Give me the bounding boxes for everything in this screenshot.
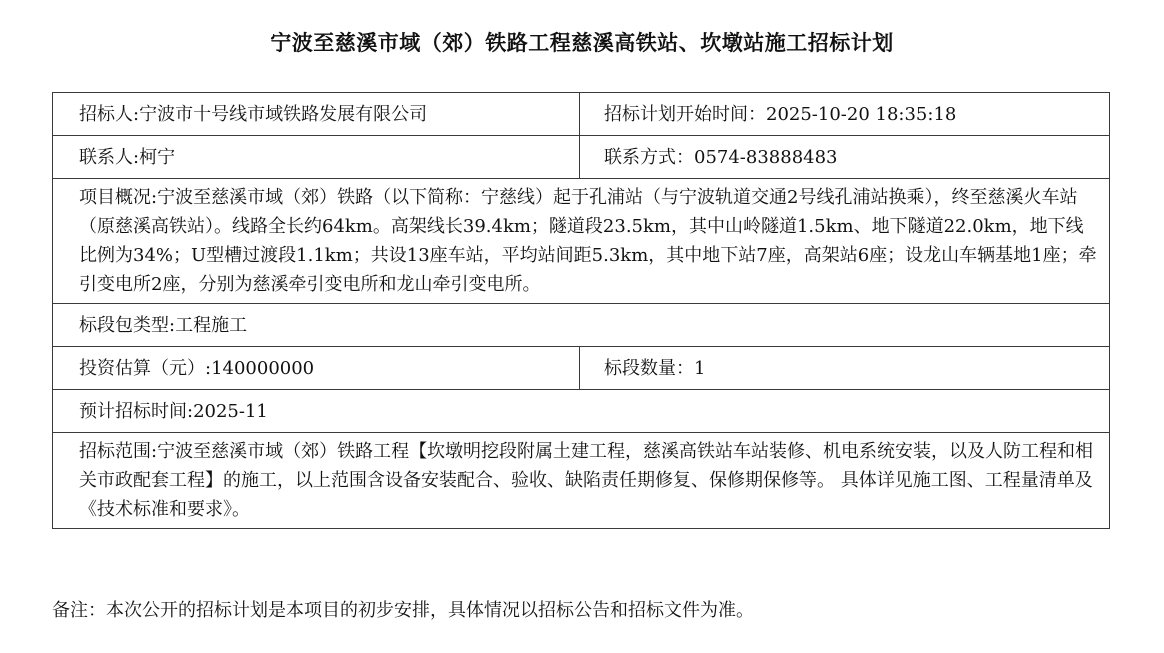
table-row: [53, 136, 1110, 179]
package-type-cell: 标段包类型:工程施工: [53, 304, 1110, 347]
table-row: [53, 179, 1110, 304]
table-row: [53, 304, 1110, 347]
contact-person-cell: 联系人:柯宁: [53, 136, 580, 179]
tender-scope-cell: 招标范围:宁波至慈溪市域（郊）铁路工程【坎墩明挖段附属土建工程，慈溪高铁站车站装修、机电系统安装，以及人防工程和相关市政配套工程】的施工，以上范围含设备安装配合、验收、缺陷责任期修复、保修期保修等。 具体详见施工图、工程量清单及《技术标准和要求》。: [53, 433, 1110, 529]
investment-cell: 投资估算（元）:140000000: [53, 347, 580, 390]
table-row: [53, 390, 1110, 433]
table-row: [53, 433, 1110, 529]
table-row: [53, 347, 1110, 390]
start-time-cell: 招标计划开始时间：2025-10-20 18:35:18: [580, 93, 1110, 136]
contact-phone-cell: 联系方式：0574-83888483: [580, 136, 1110, 179]
lot-count-cell: 标段数量：1: [580, 347, 1110, 390]
tenderer-cell: 招标人:宁波市十号线市域铁路发展有限公司: [53, 93, 580, 136]
expected-time-cell: 预计招标时间:2025-11: [53, 390, 1110, 433]
page-title: 宁波至慈溪市域（郊）铁路工程慈溪高铁站、坎墩站施工招标计划: [270, 31, 894, 55]
project-overview-cell: 项目概况:宁波至慈溪市域（郊）铁路（以下简称：宁慈线）起于孔浦站（与宁波轨道交通2号线孔浦站换乘），终至慈溪火车站（原慈溪高铁站）。线路全长约64km。高架线长39.4km；隧道段23.5km，其中山岭隧道1.5km、地下隧道22.0km，地下线比例为34%；U型槽过渡段1.1km；共设13座车站，平均站间距5.3km，其中地下站7座，高架站6座；设龙山车辆基地1座；牵引变电所2座，分别为慈溪牵引变电所和龙山牵引变电所。: [53, 179, 1110, 304]
table-row: [53, 93, 1110, 136]
remark-note: 备注：本次公开的招标计划是本项目的初步安排，具体情况以招标公告和招标文件为准。: [52, 600, 754, 621]
tender-plan-table: [52, 92, 1110, 529]
